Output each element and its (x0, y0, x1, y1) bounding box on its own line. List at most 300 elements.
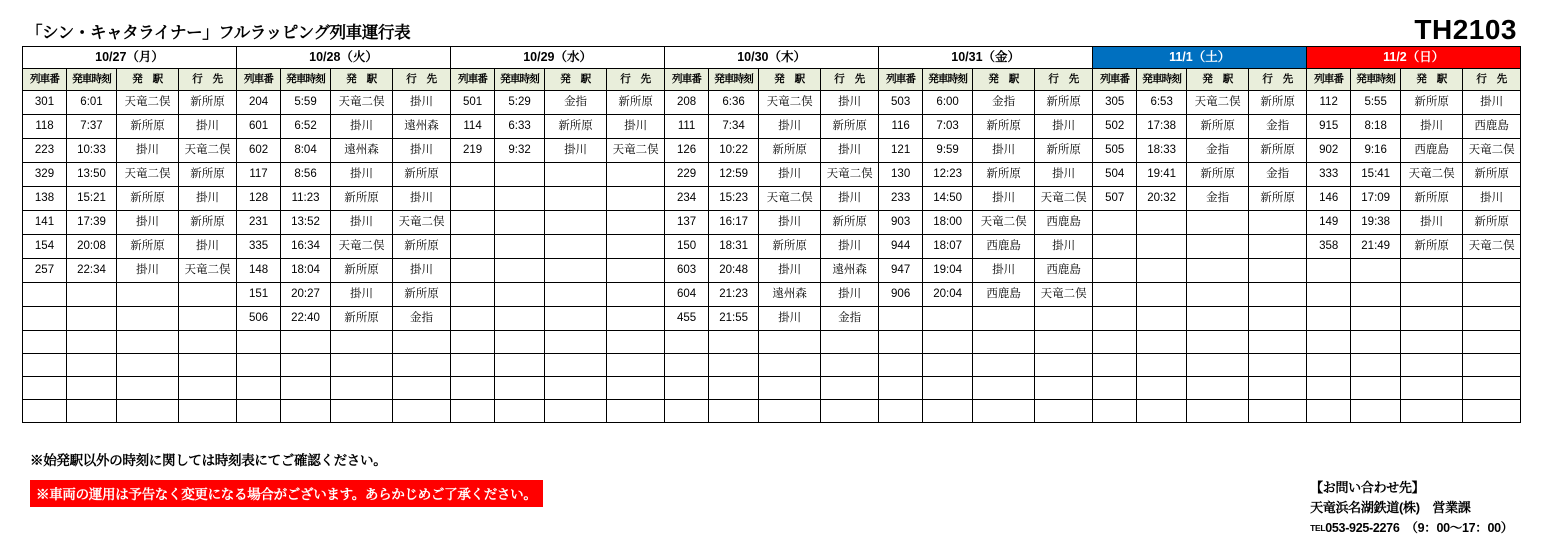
column-header-row (23, 69, 1521, 91)
cell-d5-r8-c1: 947 (879, 259, 923, 283)
cell-d4-r3-c2: 10:22 (709, 139, 759, 163)
cell-d4-r5-c3: 天竜二俣 (759, 187, 821, 211)
cell-d5-r8-c2: 19:04 (923, 259, 973, 283)
cell-d1-r14-c1 (23, 400, 67, 423)
column-header-5-2: 発車時刻 (923, 69, 973, 91)
cell-d4-r9-c2: 21:23 (709, 283, 759, 307)
cell-d1-r2-c2: 7:37 (67, 115, 117, 139)
cell-d6-r1-c4: 新所原 (1249, 91, 1307, 115)
cell-d4-r7-c4: 掛川 (821, 235, 879, 259)
cell-d1-r10-c4 (179, 307, 237, 331)
cell-d3-r13-c3 (545, 377, 607, 400)
cell-d2-r2-c4: 遠州森 (393, 115, 451, 139)
cell-d6-r5-c4: 新所原 (1249, 187, 1307, 211)
cell-d3-r9-c3 (545, 283, 607, 307)
cell-d7-r1-c1: 112 (1307, 91, 1351, 115)
table-row (23, 259, 1521, 283)
cell-d5-r1-c1: 503 (879, 91, 923, 115)
cell-d4-r11-c2 (709, 331, 759, 354)
cell-d2-r10-c2: 22:40 (281, 307, 331, 331)
cell-d4-r12-c2 (709, 354, 759, 377)
cell-d2-r2-c2: 6:52 (281, 115, 331, 139)
cell-d4-r5-c2: 15:23 (709, 187, 759, 211)
cell-d1-r4-c3: 天竜二俣 (117, 163, 179, 187)
cell-d7-r2-c2: 8:18 (1351, 115, 1401, 139)
cell-d3-r10-c1 (451, 307, 495, 331)
cell-d4-r9-c1: 604 (665, 283, 709, 307)
cell-d4-r14-c4 (821, 400, 879, 423)
cell-d3-r8-c3 (545, 259, 607, 283)
cell-d1-r9-c4 (179, 283, 237, 307)
cell-d2-r3-c2: 8:04 (281, 139, 331, 163)
contact-company: 天竜浜名湖鉄道(株) 営業課 (1310, 500, 1471, 516)
cell-d5-r3-c4: 新所原 (1035, 139, 1093, 163)
note-warning: ※車両の運用は予告なく変更になる場合がございます。あらかじめご了承ください。 (30, 480, 543, 507)
cell-d6-r13-c4 (1249, 377, 1307, 400)
cell-d4-r4-c3: 掛川 (759, 163, 821, 187)
cell-d4-r14-c3 (759, 400, 821, 423)
cell-d1-r10-c1 (23, 307, 67, 331)
cell-d3-r13-c1 (451, 377, 495, 400)
cell-d1-r2-c3: 新所原 (117, 115, 179, 139)
cell-d2-r8-c2: 18:04 (281, 259, 331, 283)
cell-d7-r8-c3 (1401, 259, 1463, 283)
cell-d1-r4-c1: 329 (23, 163, 67, 187)
cell-d4-r10-c2: 21:55 (709, 307, 759, 331)
cell-d1-r12-c1 (23, 354, 67, 377)
cell-d6-r5-c2: 20:32 (1137, 187, 1187, 211)
cell-d3-r11-c1 (451, 331, 495, 354)
cell-d7-r3-c1: 902 (1307, 139, 1351, 163)
cell-d4-r3-c1: 126 (665, 139, 709, 163)
cell-d6-r13-c3 (1187, 377, 1249, 400)
cell-d4-r9-c4: 掛川 (821, 283, 879, 307)
cell-d6-r10-c3 (1187, 307, 1249, 331)
cell-d4-r1-c3: 天竜二俣 (759, 91, 821, 115)
cell-d7-r13-c4 (1463, 377, 1521, 400)
cell-d6-r10-c1 (1093, 307, 1137, 331)
cell-d1-r9-c1 (23, 283, 67, 307)
cell-d3-r11-c4 (607, 331, 665, 354)
cell-d4-r10-c3: 掛川 (759, 307, 821, 331)
table-row (23, 307, 1521, 331)
cell-d5-r14-c2 (923, 400, 973, 423)
cell-d3-r10-c3 (545, 307, 607, 331)
document-code: TH2103 (1414, 14, 1517, 45)
column-header-2-3: 発 駅 (331, 69, 393, 91)
cell-d3-r3-c4: 天竜二俣 (607, 139, 665, 163)
cell-d3-r9-c4 (607, 283, 665, 307)
cell-d7-r13-c1 (1307, 377, 1351, 400)
cell-d5-r4-c4: 掛川 (1035, 163, 1093, 187)
cell-d5-r13-c1 (879, 377, 923, 400)
cell-d6-r12-c3 (1187, 354, 1249, 377)
cell-d2-r5-c2: 11:23 (281, 187, 331, 211)
cell-d2-r14-c1 (237, 400, 281, 423)
contact-block (1310, 478, 1513, 538)
cell-d5-r6-c2: 18:00 (923, 211, 973, 235)
cell-d5-r6-c4: 西鹿島 (1035, 211, 1093, 235)
cell-d3-r4-c3 (545, 163, 607, 187)
cell-d5-r2-c1: 116 (879, 115, 923, 139)
cell-d3-r4-c1 (451, 163, 495, 187)
cell-d3-r5-c2 (495, 187, 545, 211)
cell-d5-r14-c1 (879, 400, 923, 423)
cell-d2-r14-c3 (331, 400, 393, 423)
page-header (22, 10, 1521, 44)
cell-d3-r10-c2 (495, 307, 545, 331)
cell-d1-r1-c3: 天竜二俣 (117, 91, 179, 115)
cell-d7-r3-c4: 天竜二俣 (1463, 139, 1521, 163)
cell-d2-r12-c4 (393, 354, 451, 377)
cell-d1-r10-c3 (117, 307, 179, 331)
column-header-2-1: 列車番 (237, 69, 281, 91)
cell-d6-r6-c4 (1249, 211, 1307, 235)
cell-d3-r1-c4: 新所原 (607, 91, 665, 115)
column-header-3-4: 行 先 (607, 69, 665, 91)
cell-d1-r13-c4 (179, 377, 237, 400)
cell-d2-r11-c2 (281, 331, 331, 354)
cell-d5-r5-c1: 233 (879, 187, 923, 211)
cell-d4-r6-c2: 16:17 (709, 211, 759, 235)
cell-d7-r8-c2 (1351, 259, 1401, 283)
cell-d3-r4-c2 (495, 163, 545, 187)
cell-d2-r12-c3 (331, 354, 393, 377)
cell-d5-r12-c3 (973, 354, 1035, 377)
cell-d7-r10-c3 (1401, 307, 1463, 331)
cell-d2-r8-c1: 148 (237, 259, 281, 283)
cell-d5-r7-c2: 18:07 (923, 235, 973, 259)
cell-d3-r8-c4 (607, 259, 665, 283)
cell-d4-r1-c4: 掛川 (821, 91, 879, 115)
cell-d6-r14-c3 (1187, 400, 1249, 423)
cell-d3-r7-c3 (545, 235, 607, 259)
cell-d5-r12-c1 (879, 354, 923, 377)
cell-d4-r4-c4: 天竜二俣 (821, 163, 879, 187)
column-header-5-3: 発 駅 (973, 69, 1035, 91)
cell-d2-r3-c4: 掛川 (393, 139, 451, 163)
table-row (23, 331, 1521, 354)
cell-d2-r2-c1: 601 (237, 115, 281, 139)
cell-d5-r12-c4 (1035, 354, 1093, 377)
cell-d7-r6-c1: 149 (1307, 211, 1351, 235)
cell-d2-r1-c3: 天竜二俣 (331, 91, 393, 115)
cell-d3-r14-c1 (451, 400, 495, 423)
cell-d2-r9-c1: 151 (237, 283, 281, 307)
cell-d6-r7-c4 (1249, 235, 1307, 259)
cell-d7-r4-c3: 天竜二俣 (1401, 163, 1463, 187)
cell-d1-r10-c2 (67, 307, 117, 331)
column-header-7-3: 発 駅 (1401, 69, 1463, 91)
cell-d1-r4-c4: 新所原 (179, 163, 237, 187)
cell-d7-r2-c4: 西鹿島 (1463, 115, 1521, 139)
cell-d5-r3-c1: 121 (879, 139, 923, 163)
cell-d1-r5-c4: 掛川 (179, 187, 237, 211)
cell-d5-r1-c2: 6:00 (923, 91, 973, 115)
cell-d7-r5-c1: 146 (1307, 187, 1351, 211)
cell-d6-r6-c1 (1093, 211, 1137, 235)
cell-d1-r14-c2 (67, 400, 117, 423)
cell-d2-r11-c1 (237, 331, 281, 354)
cell-d7-r7-c3: 新所原 (1401, 235, 1463, 259)
cell-d2-r10-c1: 506 (237, 307, 281, 331)
cell-d4-r10-c4: 金指 (821, 307, 879, 331)
table-row (23, 354, 1521, 377)
cell-d7-r6-c2: 19:38 (1351, 211, 1401, 235)
cell-d1-r5-c3: 新所原 (117, 187, 179, 211)
cell-d7-r9-c3 (1401, 283, 1463, 307)
cell-d5-r4-c2: 12:23 (923, 163, 973, 187)
cell-d6-r8-c4 (1249, 259, 1307, 283)
cell-d5-r10-c3 (973, 307, 1035, 331)
cell-d2-r2-c3: 掛川 (331, 115, 393, 139)
cell-d6-r6-c3 (1187, 211, 1249, 235)
cell-d3-r8-c2 (495, 259, 545, 283)
cell-d4-r13-c4 (821, 377, 879, 400)
cell-d4-r8-c1: 603 (665, 259, 709, 283)
cell-d3-r8-c1 (451, 259, 495, 283)
cell-d3-r6-c3 (545, 211, 607, 235)
cell-d7-r1-c4: 掛川 (1463, 91, 1521, 115)
page-title: 「シン・キャタライナー」フルラッピング列車運行表 (26, 23, 411, 42)
cell-d4-r11-c3 (759, 331, 821, 354)
cell-d1-r3-c4: 天竜二俣 (179, 139, 237, 163)
cell-d5-r13-c4 (1035, 377, 1093, 400)
cell-d6-r8-c2 (1137, 259, 1187, 283)
cell-d2-r1-c4: 掛川 (393, 91, 451, 115)
column-header-4-3: 発 駅 (759, 69, 821, 91)
cell-d5-r4-c3: 新所原 (973, 163, 1035, 187)
cell-d5-r2-c2: 7:03 (923, 115, 973, 139)
cell-d7-r4-c1: 333 (1307, 163, 1351, 187)
table-row (23, 211, 1521, 235)
cell-d2-r5-c3: 新所原 (331, 187, 393, 211)
cell-d4-r12-c1 (665, 354, 709, 377)
cell-d6-r3-c4: 新所原 (1249, 139, 1307, 163)
cell-d4-r13-c2 (709, 377, 759, 400)
cell-d6-r3-c2: 18:33 (1137, 139, 1187, 163)
cell-d6-r7-c1 (1093, 235, 1137, 259)
cell-d4-r7-c2: 18:31 (709, 235, 759, 259)
column-header-4-1: 列車番 (665, 69, 709, 91)
cell-d6-r1-c3: 天竜二俣 (1187, 91, 1249, 115)
cell-d4-r5-c4: 掛川 (821, 187, 879, 211)
cell-d2-r8-c3: 新所原 (331, 259, 393, 283)
cell-d5-r7-c1: 944 (879, 235, 923, 259)
cell-d3-r2-c4: 掛川 (607, 115, 665, 139)
cell-d7-r9-c4 (1463, 283, 1521, 307)
notes-section (22, 449, 1521, 507)
cell-d4-r11-c4 (821, 331, 879, 354)
cell-d4-r6-c3: 掛川 (759, 211, 821, 235)
cell-d1-r9-c3 (117, 283, 179, 307)
cell-d3-r1-c2: 5:29 (495, 91, 545, 115)
cell-d7-r9-c1 (1307, 283, 1351, 307)
cell-d6-r8-c1 (1093, 259, 1137, 283)
cell-d6-r13-c1 (1093, 377, 1137, 400)
cell-d2-r6-c1: 231 (237, 211, 281, 235)
cell-d4-r4-c1: 229 (665, 163, 709, 187)
cell-d2-r3-c3: 遠州森 (331, 139, 393, 163)
cell-d2-r11-c4 (393, 331, 451, 354)
cell-d6-r2-c2: 17:38 (1137, 115, 1187, 139)
cell-d3-r12-c2 (495, 354, 545, 377)
cell-d1-r7-c1: 154 (23, 235, 67, 259)
cell-d3-r5-c1 (451, 187, 495, 211)
cell-d2-r14-c2 (281, 400, 331, 423)
cell-d7-r14-c2 (1351, 400, 1401, 423)
cell-d6-r1-c2: 6:53 (1137, 91, 1187, 115)
cell-d7-r13-c2 (1351, 377, 1401, 400)
cell-d2-r4-c3: 掛川 (331, 163, 393, 187)
cell-d1-r5-c2: 15:21 (67, 187, 117, 211)
cell-d4-r8-c2: 20:48 (709, 259, 759, 283)
cell-d1-r14-c3 (117, 400, 179, 423)
cell-d5-r4-c1: 130 (879, 163, 923, 187)
column-header-1-3: 発 駅 (117, 69, 179, 91)
column-header-2-4: 行 先 (393, 69, 451, 91)
cell-d2-r7-c3: 天竜二俣 (331, 235, 393, 259)
table-row (23, 283, 1521, 307)
cell-d5-r3-c3: 掛川 (973, 139, 1035, 163)
cell-d3-r13-c2 (495, 377, 545, 400)
cell-d1-r5-c1: 138 (23, 187, 67, 211)
column-header-7-1: 列車番 (1307, 69, 1351, 91)
cell-d6-r11-c4 (1249, 331, 1307, 354)
cell-d1-r7-c3: 新所原 (117, 235, 179, 259)
cell-d1-r3-c2: 10:33 (67, 139, 117, 163)
cell-d1-r11-c3 (117, 331, 179, 354)
cell-d3-r13-c4 (607, 377, 665, 400)
cell-d7-r5-c2: 17:09 (1351, 187, 1401, 211)
cell-d5-r10-c4 (1035, 307, 1093, 331)
day-header-3: 10/29（水） (451, 47, 665, 69)
cell-d2-r1-c1: 204 (237, 91, 281, 115)
tel-number: 053-925-2276 （9：00～17：00） (1325, 520, 1513, 535)
cell-d5-r3-c2: 9:59 (923, 139, 973, 163)
day-header-6: 11/1（土） (1093, 47, 1307, 69)
cell-d5-r13-c2 (923, 377, 973, 400)
cell-d7-r5-c3: 新所原 (1401, 187, 1463, 211)
cell-d2-r13-c4 (393, 377, 451, 400)
cell-d5-r2-c3: 新所原 (973, 115, 1035, 139)
cell-d5-r13-c3 (973, 377, 1035, 400)
day-header-2: 10/28（火） (237, 47, 451, 69)
cell-d3-r2-c3: 新所原 (545, 115, 607, 139)
cell-d7-r14-c1 (1307, 400, 1351, 423)
column-header-1-2: 発車時刻 (67, 69, 117, 91)
cell-d6-r4-c4: 金指 (1249, 163, 1307, 187)
cell-d7-r14-c4 (1463, 400, 1521, 423)
cell-d4-r3-c3: 新所原 (759, 139, 821, 163)
cell-d6-r8-c3 (1187, 259, 1249, 283)
column-header-3-2: 発車時刻 (495, 69, 545, 91)
cell-d1-r6-c2: 17:39 (67, 211, 117, 235)
cell-d4-r6-c4: 新所原 (821, 211, 879, 235)
cell-d3-r1-c1: 501 (451, 91, 495, 115)
cell-d2-r8-c4: 掛川 (393, 259, 451, 283)
cell-d4-r2-c4: 新所原 (821, 115, 879, 139)
cell-d5-r9-c2: 20:04 (923, 283, 973, 307)
cell-d6-r5-c3: 金指 (1187, 187, 1249, 211)
cell-d3-r9-c2 (495, 283, 545, 307)
cell-d6-r4-c2: 19:41 (1137, 163, 1187, 187)
cell-d2-r6-c3: 掛川 (331, 211, 393, 235)
table-row (23, 91, 1521, 115)
cell-d1-r9-c2 (67, 283, 117, 307)
cell-d2-r5-c1: 128 (237, 187, 281, 211)
cell-d1-r12-c3 (117, 354, 179, 377)
column-header-6-4: 行 先 (1249, 69, 1307, 91)
table-row (23, 377, 1521, 400)
cell-d5-r5-c3: 掛川 (973, 187, 1035, 211)
cell-d5-r6-c3: 天竜二俣 (973, 211, 1035, 235)
cell-d3-r6-c4 (607, 211, 665, 235)
cell-d3-r4-c4 (607, 163, 665, 187)
cell-d1-r12-c4 (179, 354, 237, 377)
cell-d1-r1-c1: 301 (23, 91, 67, 115)
column-header-2-2: 発車時刻 (281, 69, 331, 91)
cell-d4-r14-c1 (665, 400, 709, 423)
cell-d6-r14-c4 (1249, 400, 1307, 423)
table-row (23, 115, 1521, 139)
cell-d4-r7-c3: 新所原 (759, 235, 821, 259)
cell-d3-r5-c3 (545, 187, 607, 211)
cell-d2-r6-c4: 天竜二俣 (393, 211, 451, 235)
column-header-1-1: 列車番 (23, 69, 67, 91)
cell-d5-r11-c4 (1035, 331, 1093, 354)
cell-d2-r10-c4: 金指 (393, 307, 451, 331)
cell-d6-r9-c2 (1137, 283, 1187, 307)
cell-d1-r2-c4: 掛川 (179, 115, 237, 139)
cell-d6-r9-c3 (1187, 283, 1249, 307)
cell-d7-r1-c3: 新所原 (1401, 91, 1463, 115)
cell-d1-r1-c4: 新所原 (179, 91, 237, 115)
cell-d5-r1-c4: 新所原 (1035, 91, 1093, 115)
cell-d4-r2-c3: 掛川 (759, 115, 821, 139)
cell-d7-r12-c2 (1351, 354, 1401, 377)
column-header-3-1: 列車番 (451, 69, 495, 91)
cell-d4-r2-c1: 111 (665, 115, 709, 139)
cell-d5-r8-c3: 掛川 (973, 259, 1035, 283)
cell-d5-r14-c4 (1035, 400, 1093, 423)
cell-d4-r3-c4: 掛川 (821, 139, 879, 163)
cell-d2-r7-c4: 新所原 (393, 235, 451, 259)
cell-d6-r1-c1: 305 (1093, 91, 1137, 115)
cell-d6-r12-c2 (1137, 354, 1187, 377)
column-header-1-4: 行 先 (179, 69, 237, 91)
cell-d6-r14-c1 (1093, 400, 1137, 423)
cell-d6-r4-c1: 504 (1093, 163, 1137, 187)
column-header-6-1: 列車番 (1093, 69, 1137, 91)
cell-d5-r2-c4: 掛川 (1035, 115, 1093, 139)
cell-d5-r5-c4: 天竜二俣 (1035, 187, 1093, 211)
cell-d6-r11-c1 (1093, 331, 1137, 354)
cell-d1-r8-c4: 天竜二俣 (179, 259, 237, 283)
cell-d4-r12-c3 (759, 354, 821, 377)
cell-d7-r13-c3 (1401, 377, 1463, 400)
cell-d3-r9-c1 (451, 283, 495, 307)
tel-label: TEL (1310, 522, 1326, 533)
cell-d1-r11-c4 (179, 331, 237, 354)
train-schedule-table (22, 46, 1521, 423)
day-header-4: 10/30（木） (665, 47, 879, 69)
cell-d3-r7-c2 (495, 235, 545, 259)
contact-heading: 【お問い合わせ先】 (1310, 480, 1425, 496)
cell-d4-r12-c4 (821, 354, 879, 377)
cell-d5-r14-c3 (973, 400, 1035, 423)
cell-d7-r8-c4 (1463, 259, 1521, 283)
